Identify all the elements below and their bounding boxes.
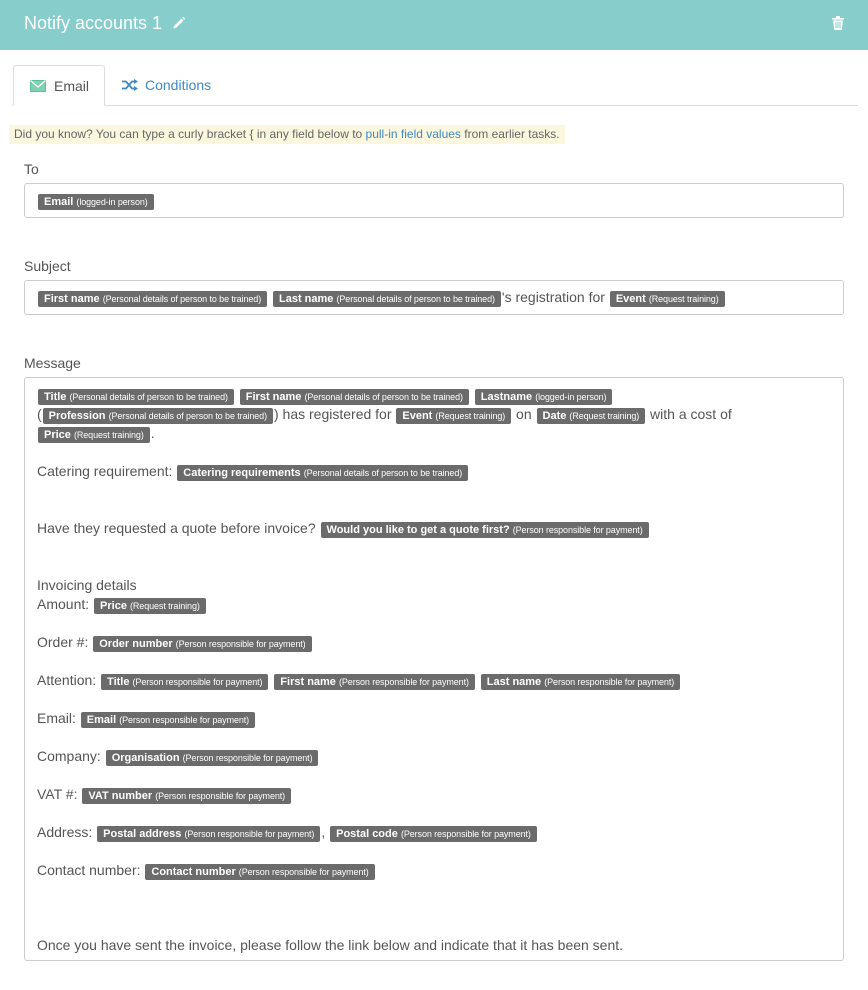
message-line (37, 462, 831, 481)
message-line (37, 747, 831, 766)
tag-context: (Person responsible for payment) (155, 791, 286, 801)
field-tag[interactable] (481, 674, 680, 690)
tag-context: (Person responsible for payment) (400, 829, 531, 839)
shuffle-icon (122, 79, 138, 91)
tag-context: (Person responsible for payment) (238, 867, 369, 877)
tab-conditions[interactable] (112, 65, 222, 106)
tag-name: First name (280, 676, 336, 688)
message-field[interactable] (24, 377, 844, 961)
message-text: Amount: (37, 596, 90, 612)
tag-context: (Personal details of person to be trained) (303, 468, 463, 478)
message-line (37, 785, 831, 804)
message-text: VAT #: (37, 786, 78, 802)
field-tag[interactable] (273, 291, 501, 307)
tag-context: (Person responsible for payment) (339, 677, 469, 687)
field-tag[interactable] (145, 864, 374, 880)
pencil-icon[interactable] (172, 16, 186, 30)
tag-name: Would you like to get a quote first? (326, 524, 510, 536)
trash-icon[interactable] (832, 16, 844, 30)
tag-context: (Request training) (130, 601, 200, 611)
tag-context: (Person responsible for payment) (184, 829, 315, 839)
message-line (37, 386, 831, 405)
tag-context: (Person responsible for payment) (132, 677, 263, 687)
message-text: ) has registered for (274, 406, 392, 422)
message-text: Catering requirement: (37, 463, 173, 479)
message-line (37, 709, 831, 728)
tag-name: Event (402, 410, 433, 422)
field-tag[interactable] (101, 674, 268, 690)
message-line (37, 861, 831, 880)
tag-name: VAT number (88, 790, 153, 802)
field-tag[interactable] (38, 389, 234, 405)
field-tag[interactable] (38, 194, 154, 210)
subject-text: 's registration for (501, 289, 605, 305)
tab-conditions-label: Conditions (145, 77, 212, 93)
tag-context: (Person responsible for payment) (119, 715, 250, 725)
to-label: To (24, 161, 39, 177)
message-line (37, 633, 831, 652)
message-text: . (150, 425, 155, 441)
tag-context: (Request training) (73, 430, 144, 440)
tag-name: Postal code (336, 828, 398, 840)
message-label: Message (24, 355, 81, 371)
envelope-icon (30, 80, 46, 92)
field-tag[interactable] (610, 291, 725, 307)
tag-context: (Request training) (648, 294, 719, 304)
task-title[interactable]: Notify accounts 1 (24, 13, 163, 33)
message-line (37, 424, 831, 443)
tag-name: Price (44, 429, 71, 441)
message-line (37, 519, 831, 538)
tag-name: Organisation (111, 752, 180, 764)
field-tag[interactable] (274, 674, 475, 690)
tag-name: Date (542, 410, 567, 422)
tag-name: Last name (279, 293, 334, 305)
field-tag[interactable] (475, 389, 613, 405)
message-text: on (516, 406, 532, 422)
message-text: Company: (37, 748, 101, 764)
field-tag[interactable] (177, 465, 468, 481)
to-field[interactable] (24, 183, 844, 218)
tag-context: (logged-in person) (76, 197, 148, 207)
message-line (37, 576, 831, 594)
field-tag[interactable] (97, 826, 320, 842)
message-text: Invoicing details (37, 577, 137, 593)
tag-context: (Person responsible for payment) (175, 639, 306, 649)
message-text: , (321, 824, 326, 840)
tag-name: First name (245, 391, 302, 403)
task-header (0, 0, 868, 50)
hint-text-before: Did you know? You can type a curly bracket { in any field below to (14, 127, 366, 141)
tag-name: Title (107, 676, 130, 688)
message-line (37, 405, 831, 424)
tab-email[interactable] (13, 65, 105, 106)
tag-name: Event (615, 293, 646, 305)
field-tag[interactable] (81, 712, 255, 728)
message-text: ( (37, 406, 42, 422)
field-tag[interactable] (38, 291, 267, 307)
message-text: Contact number: (37, 862, 141, 878)
subject-label: Subject (24, 258, 71, 274)
tag-name: Last name (486, 676, 542, 688)
message-line (37, 936, 831, 954)
message-text: Have they requested a quote before invoice? (37, 520, 316, 536)
tag-name: First name (44, 293, 100, 305)
field-tag[interactable] (43, 408, 273, 424)
hint-text-after: from earlier tasks. (460, 127, 560, 141)
tag-context: (Personal details of person to be trained) (102, 294, 262, 304)
tab-email-label: Email (54, 78, 90, 94)
subject-field[interactable] (24, 280, 844, 315)
message-text: Email: (37, 710, 76, 726)
tag-context: (logged-in person) (535, 392, 607, 402)
tag-name: Profession (48, 410, 106, 422)
field-tag[interactable] (537, 408, 646, 424)
tag-name: Order number (99, 638, 173, 650)
tag-name: Email (44, 196, 74, 208)
tag-name: Catering requirements (183, 467, 301, 479)
tag-context: (Personal details of person to be trained) (108, 411, 267, 421)
field-tag[interactable] (93, 636, 311, 652)
tag-context: (Request training) (569, 411, 640, 421)
tag-name: Title (44, 391, 67, 403)
tag-context: (Personal details of person to be trained) (336, 294, 495, 304)
tag-context: (Person responsible for payment) (512, 525, 643, 535)
field-tag[interactable] (106, 750, 319, 766)
field-tag[interactable] (38, 427, 150, 443)
tag-context: (Person responsible for payment) (544, 677, 675, 687)
tag-name: Contact number (151, 866, 236, 878)
field-tag[interactable] (240, 389, 469, 405)
message-line (37, 823, 831, 842)
message-text: Once you have sent the invoice, please follow the link below and indicate that it has been sent. (37, 937, 624, 953)
message-text: with a cost of (650, 406, 732, 422)
message-text: Order #: (37, 634, 89, 650)
field-tag[interactable] (321, 522, 649, 538)
field-tag[interactable] (82, 788, 291, 804)
pull-in-field-values-link[interactable]: pull-in field values (365, 127, 461, 141)
tag-name: Postal address (103, 828, 182, 840)
field-values-hint (9, 125, 565, 144)
field-tag[interactable] (94, 598, 206, 614)
tag-context: (Personal details of person to be trained) (304, 392, 463, 402)
message-text: Attention: (37, 672, 97, 688)
message-line (37, 671, 831, 690)
message-line (37, 595, 831, 614)
tag-context: (Personal details of person to be trained) (69, 392, 228, 402)
field-tag[interactable] (330, 826, 537, 842)
tag-name: Email (86, 714, 117, 726)
tag-name: Price (100, 600, 127, 612)
message-text: Address: (37, 824, 93, 840)
field-tag[interactable] (396, 408, 511, 424)
tag-context: (Request training) (435, 411, 506, 421)
tag-name: Lastname (480, 391, 533, 403)
tag-context: (Person responsible for payment) (182, 753, 313, 763)
